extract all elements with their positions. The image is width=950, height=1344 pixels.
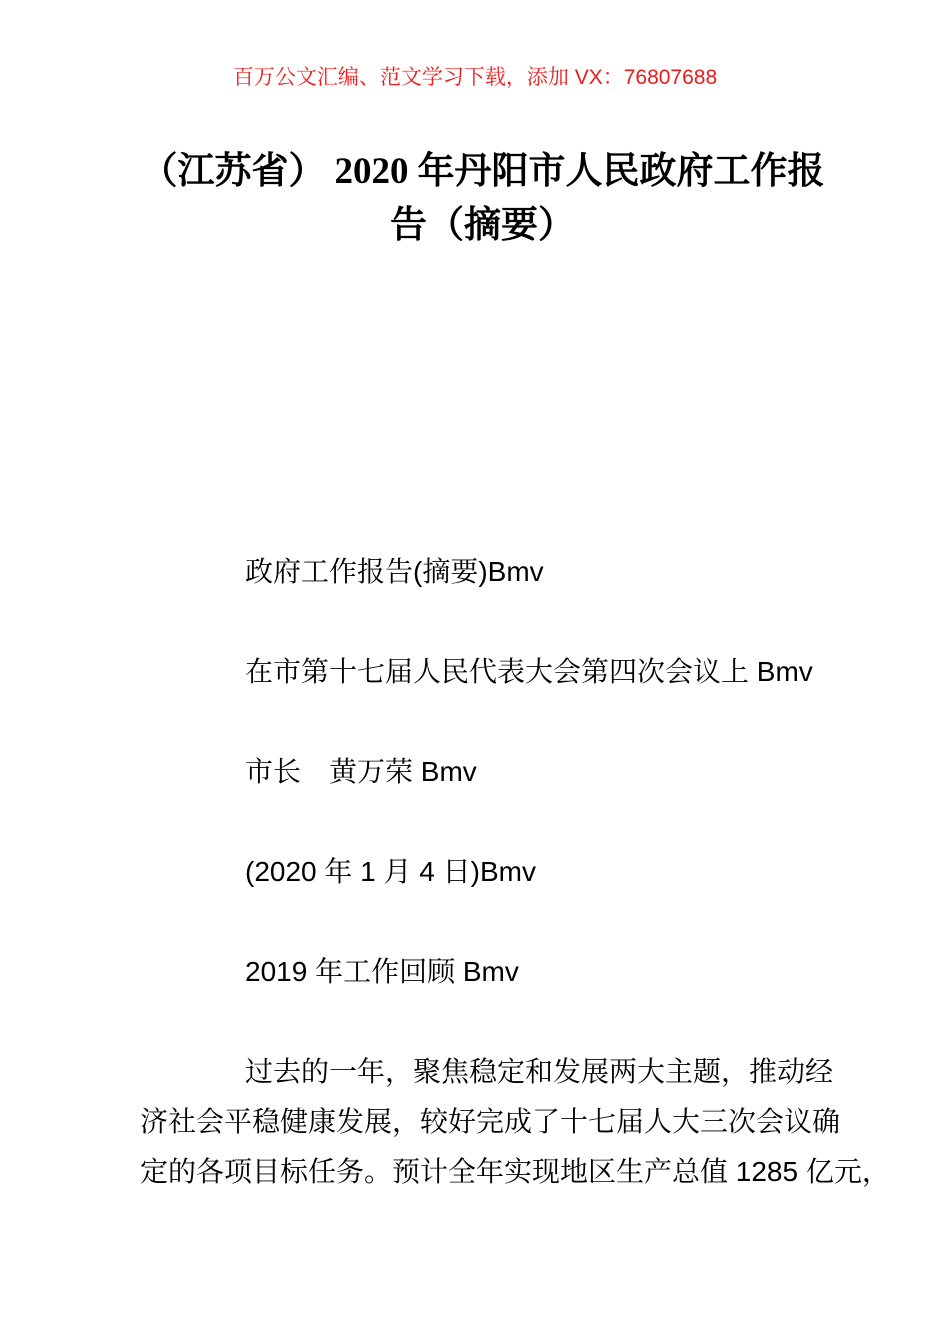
doc-line-meeting: 在市第十七届人民代表大会第四次会议上 Bmv [245, 656, 813, 687]
title-line-1 [140, 144, 825, 198]
doc-paragraph [140, 1047, 890, 1197]
doc-line-section-heading: 2019 年工作回顾 Bmv [245, 956, 519, 987]
doc-line-date: (2020 年 1 月 4 日)Bmv [245, 856, 536, 887]
paragraph-line: 济社会平稳健康发展，较好完成了十七届人大三次会议确 [140, 1106, 841, 1137]
title-line-2: 告（摘要） [390, 204, 575, 245]
paragraph-line: 定的各项目标任务。预计全年实现地区生产总值 1285 亿元， [140, 1156, 890, 1187]
document-title [0, 144, 950, 251]
promo-text: 百万公文汇编、范文学习下载，添加 VX：76807688 [232, 66, 718, 89]
title-year: 2020 [334, 151, 409, 192]
paragraph-line: 过去的一年，聚焦稳定和发展两大主题，推动经 [245, 1056, 834, 1087]
doc-line-mayor: 市长 黄万荣 Bmv [245, 756, 477, 787]
doc-line-report-title: 政府工作报告(摘要)Bmv [245, 556, 544, 587]
title-prefix: （江苏省） [140, 150, 326, 191]
promo-banner [0, 0, 950, 96]
title-suffix: 年丹阳市人民政府工作报 [417, 150, 825, 191]
document-body [0, 547, 950, 1197]
